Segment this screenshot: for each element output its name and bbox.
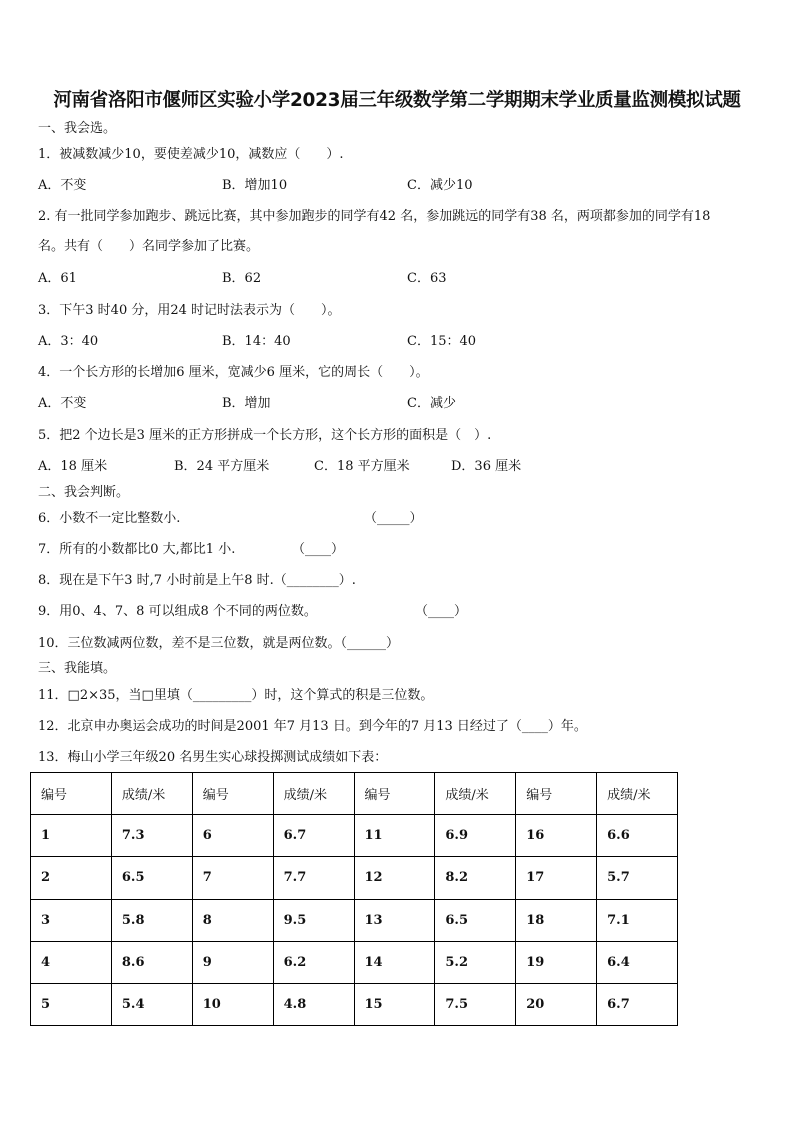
- header-cell: 编号: [516, 773, 597, 815]
- table-cell: 6.7: [597, 983, 678, 1025]
- header-cell: 成绩/米: [435, 773, 516, 815]
- table-cell: 7.5: [435, 983, 516, 1025]
- question-7: 7．所有的小数都比0 大,都比1 小.: [38, 542, 236, 557]
- table-cell: 5.4: [111, 983, 192, 1025]
- q3-option-a: A．3：40: [38, 334, 99, 349]
- score-table: [30, 772, 678, 1026]
- header-cell: 编号: [354, 773, 435, 815]
- table-cell: 7.1: [597, 899, 678, 941]
- q5-option-a: A．18 厘米: [38, 459, 108, 474]
- question-3: 3．下午3 时40 分，用24 时记时法表示为（ ）。: [38, 303, 341, 318]
- question-12: 12．北京申办奥运会成功的时间是2001 年7 月13 日。到今年的7 月13 日经过了（____）年。: [38, 719, 587, 734]
- q6-answer-blank: （_____）: [364, 511, 423, 526]
- question-13: 13．梅山小学三年级20 名男生实心球投掷测试成绩如下表：: [38, 750, 388, 765]
- question-5: 5．把2 个边长是3 厘米的正方形拼成一个长方形，这个长方形的面积是（ ）.: [38, 428, 492, 443]
- table-cell: 12: [354, 857, 435, 899]
- table-cell: 18: [516, 899, 597, 941]
- table-header-row: [31, 773, 678, 815]
- table-cell: 13: [354, 899, 435, 941]
- question-2-line-1: 2. 有一批同学参加跑步、跳远比赛，其中参加跑步的同学有42 名，参加跳远的同学有38 名，两项都参加的同学有18: [38, 209, 711, 224]
- section-heading-1: 一、我会选。: [38, 121, 117, 136]
- question-1: 1．被减数减少10，要使差减少10，减数应（ ）.: [38, 147, 344, 162]
- header-cell: 成绩/米: [597, 773, 678, 815]
- table-cell: 8.6: [111, 941, 192, 983]
- q4-option-b: B．增加: [222, 396, 271, 411]
- section-heading-3: 三、我能填。: [38, 661, 117, 676]
- question-6: 6．小数不一定比整数小.: [38, 511, 181, 526]
- header-cell: 编号: [31, 773, 112, 815]
- question-11: 11．□2×35，当□里填（_________）时，这个算式的积是三位数。: [38, 688, 434, 703]
- q2-option-c: C．63: [407, 271, 447, 286]
- table-cell: 6.4: [597, 941, 678, 983]
- table-cell: 7.7: [273, 857, 354, 899]
- question-4: 4．一个长方形的长增加6 厘米，宽减少6 厘米，它的周长（ ）。: [38, 365, 429, 380]
- table-cell: 14: [354, 941, 435, 983]
- q7-answer-blank: （____）: [292, 542, 345, 557]
- header-cell: 成绩/米: [273, 773, 354, 815]
- table-row: [31, 815, 678, 857]
- q1-option-c: C．减少10: [407, 178, 473, 193]
- table-cell: 5.7: [597, 857, 678, 899]
- question-9: 9．用0、4、7、8 可以组成8 个不同的两位数。: [38, 604, 317, 619]
- question-2-line-2: 名。共有（ ）名同学参加了比赛。: [38, 239, 260, 254]
- table-cell: 16: [516, 815, 597, 857]
- table-cell: 5.2: [435, 941, 516, 983]
- q1-option-a: A．不变: [38, 178, 87, 193]
- header-cell: 编号: [192, 773, 273, 815]
- table-cell: 10: [192, 983, 273, 1025]
- q2-option-b: B．62: [222, 271, 262, 286]
- table-cell: 7.3: [111, 815, 192, 857]
- table-cell: 11: [354, 815, 435, 857]
- table-cell: 9.5: [273, 899, 354, 941]
- q5-option-c: C．18 平方厘米: [314, 459, 410, 474]
- table-cell: 20: [516, 983, 597, 1025]
- table-cell: 7: [192, 857, 273, 899]
- table-cell: 9: [192, 941, 273, 983]
- table-cell: 15: [354, 983, 435, 1025]
- table-row: [31, 983, 678, 1025]
- q2-option-a: A．61: [38, 271, 77, 286]
- table-cell: 8.2: [435, 857, 516, 899]
- table-cell: 6.2: [273, 941, 354, 983]
- table-cell: 2: [31, 857, 112, 899]
- q5-option-b: B．24 平方厘米: [174, 459, 270, 474]
- table-row: [31, 941, 678, 983]
- table-cell: 17: [516, 857, 597, 899]
- table-cell: 5.8: [111, 899, 192, 941]
- q9-answer-blank: （____）: [415, 604, 468, 619]
- question-10: 10．三位数减两位数，差不是三位数，就是两位数。（______）: [38, 636, 400, 651]
- question-8: 8．现在是下午3 时,7 小时前是上午8 时.（________）.: [38, 573, 356, 588]
- q4-option-c: C．减少: [407, 396, 456, 411]
- table-cell: 3: [31, 899, 112, 941]
- table-cell: 19: [516, 941, 597, 983]
- table-row: [31, 899, 678, 941]
- table-cell: 5: [31, 983, 112, 1025]
- table-cell: 4: [31, 941, 112, 983]
- page-title: 河南省洛阳市偃师区实验小学2023届三年级数学第二学期期末学业质量监测模拟试题: [53, 90, 741, 111]
- table-cell: 1: [31, 815, 112, 857]
- table-cell: 6: [192, 815, 273, 857]
- table-cell: 6.5: [435, 899, 516, 941]
- table-cell: 4.8: [273, 983, 354, 1025]
- table-cell: 6.5: [111, 857, 192, 899]
- q3-option-b: B．14：40: [222, 334, 291, 349]
- table-row: [31, 857, 678, 899]
- table-cell: 6.6: [597, 815, 678, 857]
- header-cell: 成绩/米: [111, 773, 192, 815]
- q5-option-d: D．36 厘米: [451, 459, 522, 474]
- section-heading-2: 二、我会判断。: [38, 485, 130, 500]
- q3-option-c: C．15：40: [407, 334, 477, 349]
- table-cell: 6.7: [273, 815, 354, 857]
- q1-option-b: B．增加10: [222, 178, 288, 193]
- table-cell: 8: [192, 899, 273, 941]
- q4-option-a: A．不变: [38, 396, 87, 411]
- table-cell: 6.9: [435, 815, 516, 857]
